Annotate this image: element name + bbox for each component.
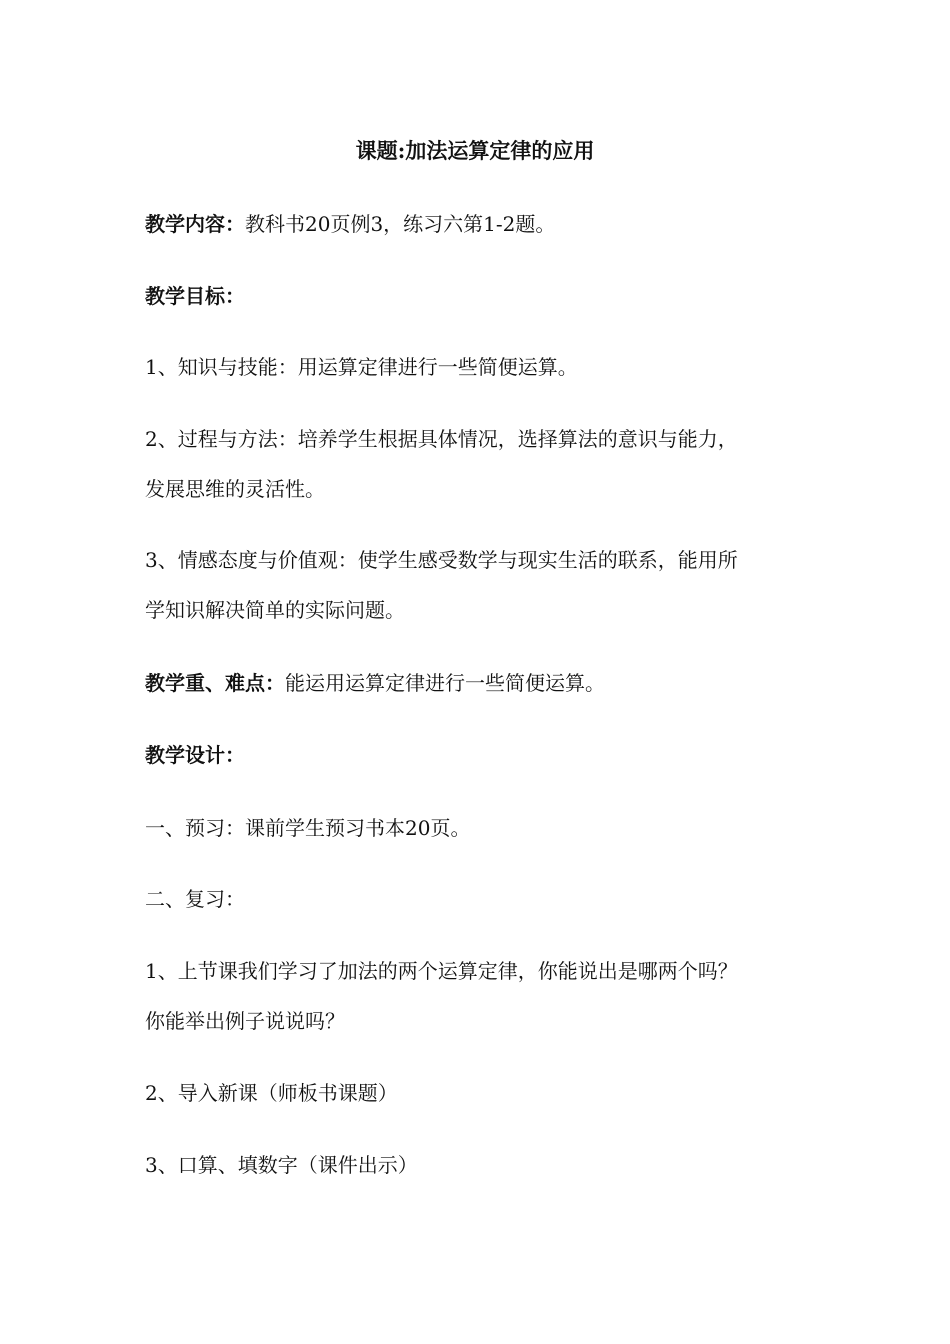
review-item-3: 3、口算、填数字（课件出示） <box>145 1153 418 1177</box>
design-heading: 教学设计： <box>145 743 245 767</box>
teaching-content-text: 教科书20页例3，练习六第1-2题。 <box>245 212 556 236</box>
review-item-2: 2、导入新课（师板书课题） <box>145 1081 398 1105</box>
review-item-1-line-2: 你能举出例子说说吗？ <box>145 1009 345 1033</box>
objective-3-line-1: 3、情感态度与价值观：使学生感受数学与现实生活的联系，能用所 <box>145 548 738 572</box>
key-points <box>145 668 825 698</box>
key-points-label: 教学重、难点： <box>145 671 285 695</box>
objective-1-line-1: 1、知识与技能：用运算定律进行一些简便运算。 <box>145 355 578 379</box>
document-title: 课题:加法运算定律的应用 <box>355 138 595 163</box>
objective-3-line-2: 学知识解决简单的实际问题。 <box>145 598 405 622</box>
objective-2-line-1: 2、过程与方法：培养学生根据具体情况，选择算法的意识与能力， <box>145 427 738 451</box>
objective-2-line-2: 发展思维的灵活性。 <box>145 477 325 501</box>
teaching-content-label: 教学内容： <box>145 212 245 236</box>
objectives-heading: 教学目标： <box>145 284 245 308</box>
teaching-content <box>145 209 825 239</box>
preview-line: 一、预习：课前学生预习书本20页。 <box>145 816 471 840</box>
review-heading: 二、复习： <box>145 887 245 911</box>
key-points-text: 能运用运算定律进行一些简便运算。 <box>285 671 605 695</box>
review-item-1-line-1: 1、上节课我们学习了加法的两个运算定律，你能说出是哪两个吗？ <box>145 959 738 983</box>
